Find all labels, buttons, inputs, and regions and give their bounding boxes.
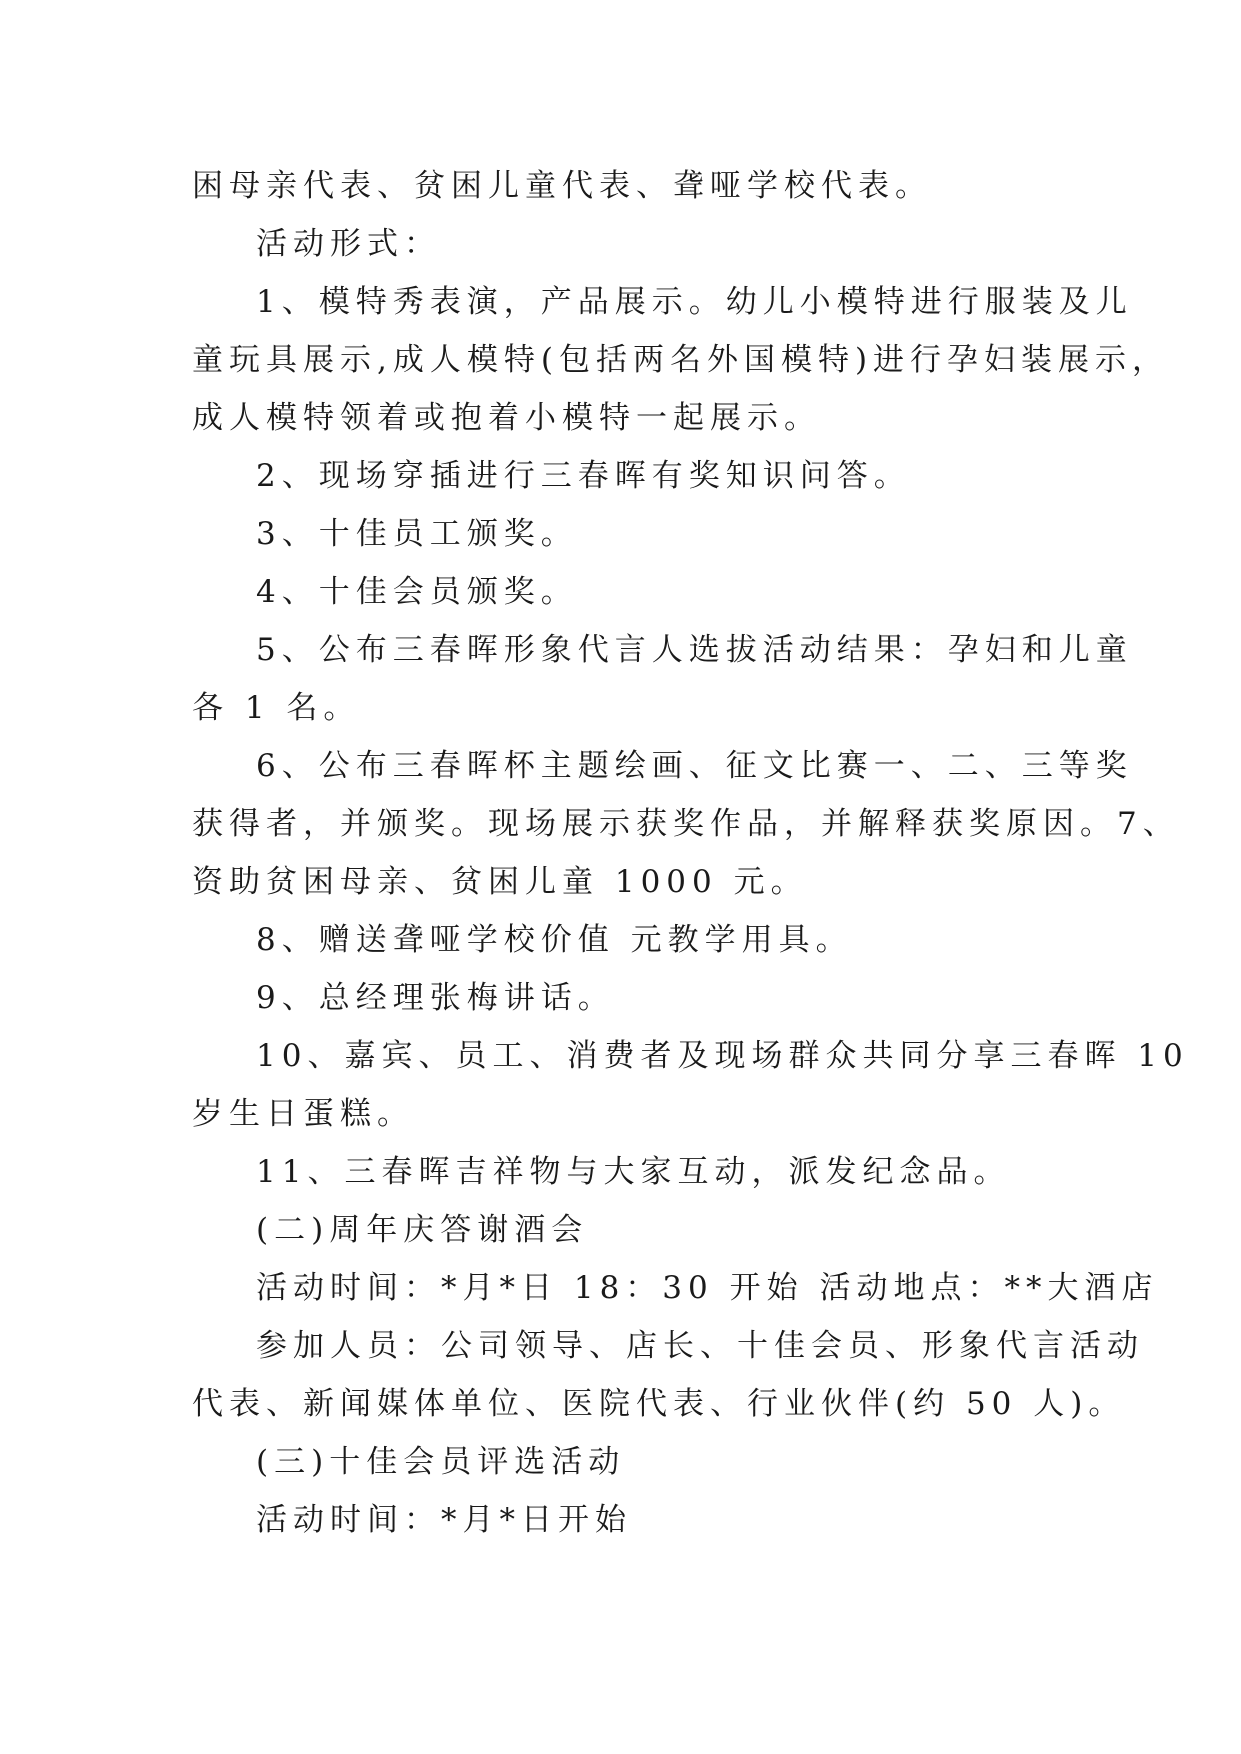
text-line: 资助贫困母亲、贫困儿童 1000 元。	[192, 864, 808, 900]
text-line: 活动形式：	[256, 226, 441, 262]
text-line: 困母亲代表、贫困儿童代表、聋哑学校代表。	[192, 168, 932, 204]
text-line: 4、十佳会员颁奖。	[256, 574, 578, 610]
text-line: 成人模特领着或抱着小模特一起展示。	[192, 400, 821, 436]
text-line: 各 1 名。	[192, 690, 361, 726]
text-line: 岁生日蛋糕。	[192, 1096, 414, 1132]
text-line: 6、公布三春晖杯主题绘画、征文比赛一、二、三等奖	[256, 748, 1133, 784]
text-line: 1、模特秀表演，产品展示。幼儿小模特进行服装及儿	[256, 284, 1133, 320]
text-line: 活动时间：*月*日开始	[256, 1502, 632, 1538]
text-line: 童玩具展示,成人模特(包括两名外国模特)进行孕妇装展示，	[192, 342, 1170, 378]
section-heading: (二)周年庆答谢酒会	[256, 1212, 589, 1248]
text-line: 2、现场穿插进行三春晖有奖知识问答。	[256, 458, 911, 494]
text-line: 11、三春晖吉祥物与大家互动，派发纪念品。	[256, 1154, 1011, 1190]
text-line: 10、嘉宾、员工、消费者及现场群众共同分享三春晖 10	[256, 1038, 1189, 1074]
text-line: 5、公布三春晖形象代言人选拔活动结果：孕妇和儿童	[256, 632, 1133, 668]
text-line: 参加人员：公司领导、店长、十佳会员、形象代言活动	[256, 1328, 1144, 1364]
section-heading: (三)十佳会员评选活动	[256, 1444, 626, 1480]
text-line: 代表、新闻媒体单位、医院代表、行业伙伴(约 50 人)。	[192, 1386, 1126, 1422]
text-line: 获得者，并颁奖。现场展示获奖作品，并解释获奖原因。7、	[192, 806, 1180, 842]
text-line: 活动时间：*月*日 18：30 开始 活动地点：**大酒店	[256, 1270, 1159, 1306]
text-line: 9、总经理张梅讲话。	[256, 980, 615, 1016]
text-line: 3、十佳员工颁奖。	[256, 516, 578, 552]
text-line: 8、赠送聋哑学校价值 元教学用具。	[256, 922, 853, 958]
